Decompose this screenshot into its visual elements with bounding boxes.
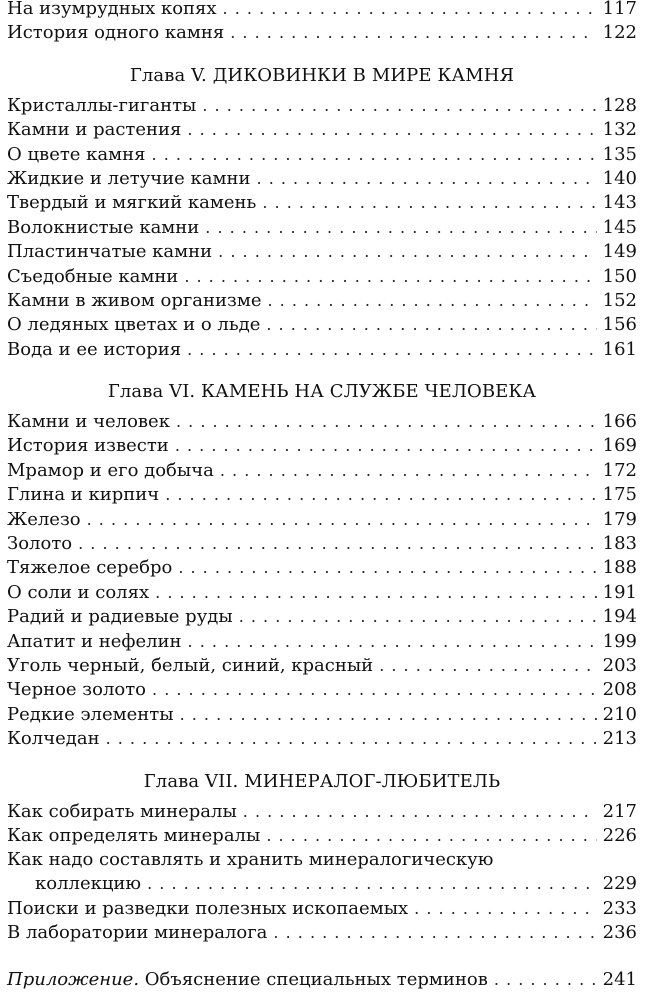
dot-leader [187,338,597,362]
toc-entry [7,824,637,848]
chapter-entries [7,94,637,362]
dot-leader [243,800,597,824]
chapter-entries [7,800,637,946]
entry-title: О ледяных цветах и о льде [7,314,261,336]
chapter-heading: Глава VI. КАМЕНЬ НА СЛУЖБЕ ЧЕЛОВЕКА [107,381,537,403]
entry-title: Волокнистые камни [7,216,200,238]
chapter-entries [7,410,637,751]
entry-page-number: 132 [602,119,637,141]
dot-leader [176,410,597,434]
entry-title: История извести [7,435,169,457]
entry-page-number: 156 [602,314,637,336]
toc-entry [7,897,637,921]
toc-entry [7,21,637,45]
entry-title: О соли и солях [7,581,150,603]
toc-entry [7,800,637,824]
appendix-title [7,968,488,992]
entry-page-number: 199 [602,630,637,652]
dot-leader [273,921,596,945]
entry-page-number: 149 [602,241,637,263]
chapter-heading: Глава VII. МИНЕРАЛОГ-ЛЮБИТЕЛЬ [143,770,501,792]
entry-title: Золото [7,533,73,555]
dot-leader [184,265,596,289]
entry-page-number: 145 [602,216,637,238]
entry-page-number: 166 [602,411,637,433]
entry-title: О цвете камня [7,143,146,165]
dot-leader [155,581,597,605]
toc-entry [7,654,637,678]
toc-entry [7,0,637,21]
toc-entry [7,508,637,532]
entry-page-number: 183 [602,533,637,555]
entry-title: Уголь черный, белый, синий, красный [7,654,374,676]
dot-leader [414,897,596,921]
dot-leader [147,872,597,896]
toc-entry [7,630,637,654]
entry-title: Черное золото [7,679,147,701]
toc-entry [7,459,637,483]
appendix-label: Приложение. [7,968,140,990]
toc-entry [7,434,637,458]
entry-page-number: 161 [602,338,637,360]
appendix-entry [7,968,637,992]
entry-title: На изумрудных копях [7,0,217,19]
dot-leader [266,824,596,848]
chapter-heading: Глава V. ДИКОВИНКИ В МИРЕ КАМНЯ [129,64,515,86]
dot-leader [165,483,596,507]
toc-entry [7,532,637,556]
toc-entry [7,581,637,605]
dot-leader [230,21,596,45]
dot-leader [205,216,596,240]
dot-leader [106,727,597,751]
entry-title: История одного камня [7,22,225,44]
entry-title: Колчедан [7,728,100,750]
dot-leader [152,143,597,167]
entry-title: Пластинчатые камни [7,241,213,263]
dot-leader [188,630,597,654]
entry-title: В лаборатории минералога [7,922,268,944]
entry-page-number: 179 [602,508,637,530]
entry-page-number: 143 [602,192,637,214]
entry-title: Кристаллы-гиганты [7,94,197,116]
entry-title: Глина и кирпич [7,484,160,506]
entry-title: Съедобные камни [7,265,179,287]
dot-leader [175,434,597,458]
entry-title: Редкие элементы [7,703,174,725]
toc-entry [7,94,637,118]
toc-entry [7,167,637,191]
entry-title: коллекцию [35,873,142,895]
entry-page-number: 169 [602,435,637,457]
entry-title: Камни и растения [7,119,182,141]
dot-leader [218,240,596,264]
dot-leader [257,167,597,191]
entry-page-number: 128 [602,94,637,116]
dot-leader [223,0,597,21]
entry-page-number: 210 [602,703,637,725]
entry-page-number: 152 [602,289,637,311]
entry-page-number: 117 [602,0,637,19]
dot-leader [178,556,596,580]
entry-title: Вода и ее история [7,338,182,360]
dot-leader [187,118,596,142]
entry-title: Мрамор и его добыча [7,459,214,481]
toc-entry [7,678,637,702]
entry-title-line1: Как надо составлять и хранить минералогическую [7,849,494,871]
toc-entry [7,727,637,751]
toc-entry [7,921,637,945]
entry-title: Железо [7,508,81,530]
toc-entry [7,338,637,362]
toc-entry [7,556,637,580]
dot-leader [87,508,597,532]
entry-page-number: 150 [602,265,637,287]
toc-entry [7,191,637,215]
entry-page-number: 229 [602,873,637,895]
dot-leader [180,703,597,727]
toc-entry [7,313,637,337]
entry-page-number: 140 [602,167,637,189]
entry-title: Поиски и разведки полезных ископаемых [7,897,409,919]
entry-page-number: 191 [602,581,637,603]
toc-entry [7,703,637,727]
dot-leader [379,654,596,678]
entry-title: Апатит и нефелин [7,630,182,652]
toc-entry [7,872,637,896]
dot-leader [220,459,597,483]
top-entries [7,0,637,46]
dot-leader [267,289,596,313]
toc-entry [7,240,637,264]
entry-title: Как собирать минералы [7,800,237,822]
entry-page-number: 233 [602,897,637,919]
dot-leader [266,313,596,337]
entry-title: Камни в живом организме [7,289,262,311]
toc-entry [7,483,637,507]
entry-page-number: 208 [602,679,637,701]
entry-page-number: 175 [602,484,637,506]
toc-entry [7,216,637,240]
entry-title: Камни и человек [7,411,170,433]
dot-leader [239,605,597,629]
entry-title: Жидкие и летучие камни [7,167,251,189]
entry-title: Как определять минералы [7,824,261,846]
dot-leader [202,94,596,118]
dot-leader [494,968,597,992]
entry-page-number: 241 [602,968,637,990]
toc-entry [7,143,637,167]
entry-title: Тяжелое серебро [7,557,173,579]
entry-page-number: 188 [602,557,637,579]
entry-page-number: 236 [602,922,637,944]
dot-leader [152,678,597,702]
dot-leader [78,532,597,556]
entry-page-number: 213 [602,728,637,750]
entry-page-number: 226 [602,824,637,846]
appendix-text: Объяснение специальных терминов [144,968,488,990]
entry-page-number: 217 [602,800,637,822]
dot-leader [262,191,596,215]
entry-page-number: 203 [602,654,637,676]
toc-entry [7,265,637,289]
entry-page-number: 135 [602,143,637,165]
entry-title: Радий и радиевые руды [7,606,233,628]
toc-entry [7,410,637,434]
entry-page-number: 194 [602,606,637,628]
entry-page-number: 122 [602,22,637,44]
entry-page-number: 172 [602,459,637,481]
toc-entry [7,289,637,313]
entry-title: Твердый и мягкий камень [7,192,257,214]
toc-entry [7,118,637,142]
toc-entry [7,605,637,629]
